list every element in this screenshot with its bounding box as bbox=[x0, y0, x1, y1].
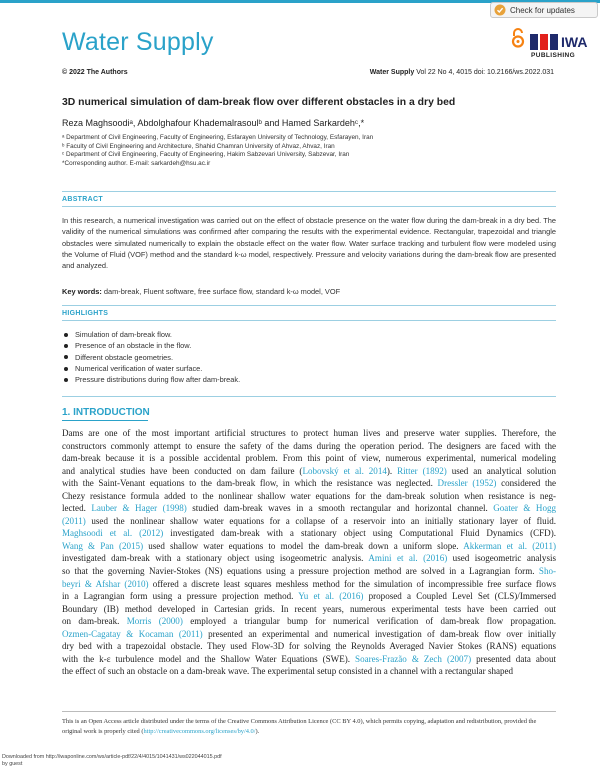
open-access-icon bbox=[511, 27, 525, 49]
body-text-run: the effect of such an obstacle on a dam-break wave. The experimental setup consisted in a channel with a rectangular shaped bbox=[62, 666, 514, 677]
body-line bbox=[62, 515, 556, 528]
publisher-name: PUBLISHING bbox=[531, 52, 576, 59]
highlight-item: Simulation of dam-break flow. bbox=[64, 329, 240, 340]
bullet-icon bbox=[64, 344, 68, 348]
highlights-list bbox=[64, 329, 240, 385]
citation-link[interactable]: Soares-Frazão & Zech (2007) bbox=[355, 653, 472, 664]
body-text-run: with the Saint-Venant equations to the dam-break flow, in which the resistance was neglected. bbox=[62, 478, 438, 489]
citation-journal: Water Supply bbox=[369, 69, 415, 76]
body-text-run: in a Lagrangian form using a pressure projection method. bbox=[62, 591, 299, 602]
keywords bbox=[62, 287, 556, 296]
download-note-line: Downloaded from http://iwaponline.com/ws/article-pdf/22/4/4015/1041431/ws022044015.pdf bbox=[2, 754, 222, 760]
body-line bbox=[62, 552, 556, 565]
body-text-run: investigated dam-break with a stationary object using isogeometric analysis. bbox=[62, 553, 369, 564]
citation-link[interactable]: Maghsoodi et al. (2012) bbox=[62, 528, 164, 539]
body-line bbox=[62, 665, 556, 678]
body-line bbox=[62, 578, 556, 591]
body-line bbox=[62, 465, 556, 478]
body-line bbox=[62, 427, 556, 440]
citation-link[interactable]: beyri & Afshar (2010) bbox=[62, 578, 149, 589]
body-text-run: presented an experimental and numerical investigation of dam-break flow over initially bbox=[202, 628, 556, 639]
body-text-run: and analytical studies have been conducted on dam failure ( bbox=[62, 465, 303, 476]
citation-link[interactable]: Yu et al. (2016) bbox=[298, 591, 364, 602]
bullet-icon bbox=[64, 355, 68, 359]
author-list: Reza Maghsoodiᵃ, Abdolghafour Khademalrasoulᵇ and Hamed Sarkardehᶜ,* bbox=[62, 118, 365, 128]
introduction-heading: 1. INTRODUCTION bbox=[62, 407, 150, 418]
footnote-rule bbox=[62, 711, 556, 712]
highlight-item: Presence of an obstacle in the flow. bbox=[64, 340, 240, 351]
body-text-run: proposed a Coupled Level Set (CLS)/Immersed bbox=[363, 591, 556, 602]
introduction-top-rule bbox=[62, 396, 556, 397]
abstract-label: ABSTRACT bbox=[62, 196, 103, 203]
crossmark-icon bbox=[494, 4, 506, 16]
body-text-run: investigated dam-break with a stationary object using Computational Fluid Dynamics (CFD). bbox=[163, 528, 556, 539]
abstract-top-rule bbox=[62, 191, 556, 192]
body-line bbox=[62, 502, 556, 515]
body-text-run: Chezy resistance formula added to the nonlinear shallow water equations for the dam-break solution when resistance is neg- bbox=[62, 490, 556, 501]
introduction-body bbox=[62, 427, 556, 678]
citation-link[interactable]: Akkerman et al. (2011) bbox=[463, 540, 556, 551]
body-text-run: studied dam-break waves in a smooth rectangular and horizontal channel. bbox=[186, 503, 494, 514]
introduction-underline bbox=[62, 420, 148, 421]
body-text-run: Dams are one of the most important artificial structures to protect human lives and preserve water supplies. Therefore, the bbox=[62, 428, 556, 438]
body-text-run: constructors commonly attempt to ensure the safety of the dams during the operation period. The designers are faced with the bbox=[62, 440, 556, 451]
citation-link[interactable]: Amini et al. (2016) bbox=[368, 553, 448, 564]
citation-link[interactable]: (2011) bbox=[62, 515, 86, 526]
citation-link[interactable]: Morris (2000) bbox=[126, 616, 183, 627]
body-line bbox=[62, 628, 556, 641]
body-line bbox=[62, 540, 556, 553]
body-text-run: employed a triangular bump for numerical verification of dam-break flow propagation. bbox=[182, 616, 556, 627]
citation-link[interactable]: Goater & Hogg bbox=[493, 503, 556, 514]
body-text-run: dam-break because it is a possible accidental problem. From this point of view, numerous experimental, numerical modeling bbox=[62, 453, 556, 464]
body-text-run: considered the bbox=[496, 478, 556, 489]
body-text-run: dry bed with a trapezoidal obstacle. They used Flow-3D for solving the Reynolds Averaged Navier Stokes (RANS) equations bbox=[62, 641, 556, 652]
body-line bbox=[62, 477, 556, 490]
highlight-item: Pressure distributions during flow after dam-break. bbox=[64, 374, 240, 385]
abstract-text: In this research, a numerical investigation was carried out on the effect of obstacle presence on the water flow during the dam-break in a dry bed. The validity of the numerical simulations was confirmed after comparing the results with the experimental evidence. Rectangular, trapezoidal and triangle obstacles were simulated numerically to explain the obstacle effect on the water flow. Water surface tracking and turbulent flow were modeled using the Volume of Fluid (VOF) method and the standard k-ω model, respectively. Pressure and velocity variations during the dam-break flow are presented and analyzed. bbox=[62, 216, 556, 271]
download-note bbox=[2, 754, 222, 767]
body-text-run: so that the governing Navier-Stokes (NS) equations using a pressure projection method are solved in a Lagrangian form. bbox=[62, 566, 539, 577]
body-text-run: used shallow water equations to model the dam-break down a uniform slope. bbox=[143, 540, 464, 551]
body-line bbox=[62, 653, 556, 666]
body-line bbox=[62, 615, 556, 628]
journal-title[interactable]: Water Supply bbox=[62, 28, 214, 56]
citation-link[interactable]: Ritter (1892) bbox=[397, 465, 447, 476]
citation-link[interactable]: Dressler (1952) bbox=[437, 478, 497, 489]
highlights-label: HIGHLIGHTS bbox=[62, 310, 109, 317]
bullet-icon bbox=[64, 333, 68, 337]
body-text-run: Boundary (IB) method developed in Cartesian grids. In recent years, numerous experimental tests have been carried out bbox=[62, 603, 556, 614]
affiliation-c: ᶜ Department of Civil Engineering, Faculty of Engineering, Hakim Sabzevari University, Sabzevar, Iran bbox=[62, 151, 350, 159]
body-text-run: lected. bbox=[62, 503, 92, 514]
bullet-icon bbox=[64, 378, 68, 382]
body-text-run: with the k-ε turbulence model and the Shallow Water Equations (SWE). bbox=[62, 653, 356, 664]
license-link[interactable]: http://creativecommons.org/licenses/by/4.0/ bbox=[143, 727, 256, 735]
citation-line bbox=[370, 69, 554, 76]
body-line bbox=[62, 603, 556, 616]
citation-link[interactable]: Lauber & Hager (1998) bbox=[91, 503, 187, 514]
citation-link[interactable]: Ozmen-Cagatay & Kocaman (2011) bbox=[62, 628, 203, 639]
body-line bbox=[62, 527, 556, 540]
abstract-label-rule bbox=[62, 206, 556, 207]
body-text-run: presented data about bbox=[471, 653, 556, 664]
body-text-run: used isogeometric analysis bbox=[447, 553, 556, 564]
affiliation-a: ᵃ Department of Civil Engineering, Faculty of Engineering, Esfarayen University of Technology, Esfarayen, Iran bbox=[62, 134, 374, 141]
highlights-top-rule bbox=[62, 305, 556, 306]
bullet-icon bbox=[64, 367, 68, 371]
body-line bbox=[62, 490, 556, 503]
citation-link[interactable]: Lobovský et al. 2014 bbox=[302, 465, 387, 476]
body-line bbox=[62, 440, 556, 453]
highlight-item: Numerical verification of water surface. bbox=[64, 363, 240, 374]
body-line bbox=[62, 590, 556, 603]
license-footnote: This is an Open Access article distributed under the terms of the Creative Commons Attribution Licence (CC BY 4.0), which permits copying, adaptation and redistribution, provided the original work is properly cited (http://creativecommons.org/licenses/by/4.0/). bbox=[62, 718, 537, 735]
body-text-run: on dam-break. bbox=[62, 616, 127, 627]
body-text-run: ). bbox=[386, 465, 398, 476]
affiliation-b: ᵇ Faculty of Civil Engineering and Architecture, Shahid Chamran University of Ahvaz, Ahvaz, Iran bbox=[62, 142, 335, 150]
body-line bbox=[62, 640, 556, 653]
body-line bbox=[62, 452, 556, 465]
article-title: 3D numerical simulation of dam-break flow over different obstacles in a dry bed bbox=[62, 97, 456, 108]
body-text-run: offered a discrete least squares meshless method for the simulation of incompressible free surface flows bbox=[148, 578, 556, 589]
affiliations bbox=[62, 134, 373, 168]
iwa-logo-text: IWA bbox=[561, 34, 588, 50]
check-for-updates-button[interactable] bbox=[490, 2, 598, 18]
citation-link[interactable]: Wang & Pan (2015) bbox=[62, 540, 144, 551]
citation-link[interactable]: Sho- bbox=[538, 566, 556, 577]
citation-details[interactable]: Vol 22 No 4, 4015 doi: 10.2166/ws.2022.031 bbox=[416, 69, 554, 76]
keywords-label: Key words: bbox=[62, 287, 102, 296]
corresponding-author[interactable]: *Corresponding author. E-mail: sarkardeh@hsu.ac.ir bbox=[62, 159, 211, 167]
body-text-run: used the nonlinear shallow water equations for a collapse of a reservoir into an initially stationary layer of fluid. bbox=[85, 515, 556, 526]
body-text-run: used an analytical solution bbox=[446, 465, 556, 476]
copyright-notice: © 2022 The Authors bbox=[62, 69, 128, 76]
keywords-list: dam-break, Fluent software, free surface flow, standard k-ω model, VOF bbox=[103, 287, 341, 296]
body-line bbox=[62, 565, 556, 578]
check-for-updates-label: Check for updates bbox=[510, 5, 575, 15]
download-note-line: by guest bbox=[2, 760, 23, 767]
highlights-label-rule bbox=[62, 320, 556, 321]
highlight-item: Different obstacle geometries. bbox=[64, 352, 240, 363]
